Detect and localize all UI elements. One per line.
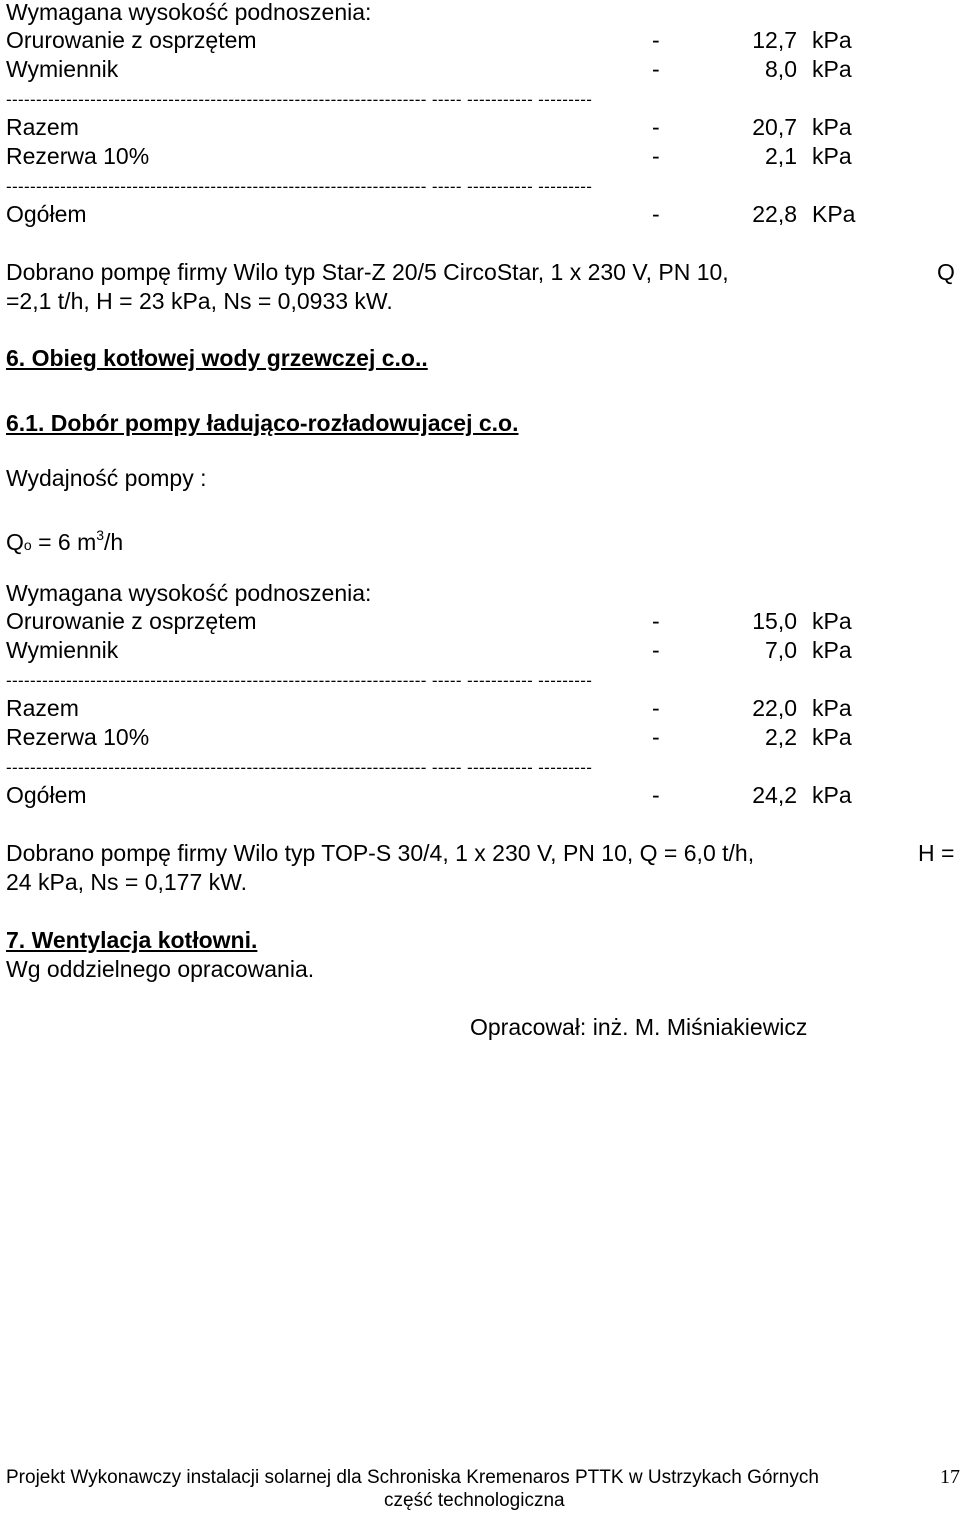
row-unit: kPa	[812, 608, 852, 634]
row-label: Ogółem	[6, 782, 87, 808]
row-dash: -	[652, 724, 660, 750]
pump-selection-text-line2: =2,1 t/h, H = 23 kPa, Ns = 0,0933 kW.	[6, 288, 393, 314]
row-dash: -	[652, 782, 660, 808]
row-label: Razem	[6, 695, 79, 721]
row-unit: kPa	[812, 637, 852, 663]
row-label: Razem	[6, 114, 79, 140]
row-label: Wymiennik	[6, 56, 119, 82]
page-number: 17	[940, 1466, 960, 1488]
row-label: Wymiennik	[6, 637, 119, 663]
row-value: 24,2	[752, 782, 797, 808]
row-value: 8,0	[765, 56, 797, 82]
pump-selection-text-end: Q	[937, 259, 955, 285]
row-unit: kPa	[812, 27, 852, 53]
row-label: Rezerwa 10%	[6, 724, 150, 750]
row-value: 20,7	[752, 114, 797, 140]
row-dash: -	[652, 608, 660, 634]
separator-line: ---------------------------------------------------------------------- ----- ----------- ---------	[6, 177, 593, 196]
row-value: 7,0	[765, 637, 797, 663]
flow-symbol: Q	[6, 529, 24, 555]
row-label: Rezerwa 10%	[6, 143, 150, 169]
footer-subtitle: część technologiczna	[384, 1490, 565, 1511]
separator-line: ---------------------------------------------------------------------- ----- ----------- ---------	[6, 758, 593, 777]
footer-project-title: Projekt Wykonawczy instalacji solarnej dla Schroniska Kremenaros PTTK w Ustrzykach Górnych	[6, 1467, 819, 1488]
row-unit: KPa	[812, 201, 856, 227]
separator-line: ---------------------------------------------------------------------- ----- ----------- ---------	[6, 671, 593, 690]
section2-heading: Wymagana wysokość podnoszenia:	[6, 580, 372, 606]
row-value: 12,7	[752, 27, 797, 53]
row-value: 2,2	[765, 724, 797, 750]
author-signature: Opracował: inż. M. Miśniakiewicz	[470, 1014, 808, 1040]
row-dash: -	[652, 56, 660, 82]
section-heading-7: 7. Wentylacja kotłowni.	[6, 927, 258, 953]
flow-superscript: 3	[96, 527, 105, 543]
row-label: Orurowanie z osprzętem	[6, 608, 257, 634]
row-unit: kPa	[812, 695, 852, 721]
row-dash: -	[652, 143, 660, 169]
row-dash: -	[652, 114, 660, 140]
section1-heading: Wymagana wysokość podnoszenia:	[6, 0, 372, 25]
ventilation-text: Wg oddzielnego opracowania.	[6, 956, 315, 982]
row-unit: kPa	[812, 56, 852, 82]
pump-selection-text-end: H =	[918, 840, 955, 866]
row-dash: -	[652, 201, 660, 227]
pump-selection-text: Dobrano pompę firmy Wilo typ Star-Z 20/5 CircoStar, 1 x 230 V, PN 10,	[6, 259, 729, 285]
row-dash: -	[652, 27, 660, 53]
row-value: 2,1	[765, 143, 797, 169]
row-unit: kPa	[812, 724, 852, 750]
separator-line: ---------------------------------------------------------------------- ----- ----------- ---------	[6, 90, 593, 109]
section-heading-6-1: 6.1. Dobór pompy ładująco-rozładowujacej c.o.	[6, 410, 519, 436]
pump-selection-text: Dobrano pompę firmy Wilo typ TOP-S 30/4, 1 x 230 V, PN 10, Q = 6,0 t/h,	[6, 840, 755, 866]
flow-formula	[6, 521, 123, 559]
row-value: 22,0	[752, 695, 797, 721]
flow-unit: /h	[104, 529, 124, 555]
row-unit: kPa	[812, 782, 852, 808]
row-value: 15,0	[752, 608, 797, 634]
row-unit: kPa	[812, 114, 852, 140]
section-heading-6: 6. Obieg kotłowej wody grzewczej c.o..	[6, 345, 428, 371]
flow-subscript: o	[23, 537, 32, 553]
flow-value: = 6 m	[31, 529, 97, 555]
row-dash: -	[652, 637, 660, 663]
row-label: Ogółem	[6, 201, 87, 227]
row-label: Orurowanie z osprzętem	[6, 27, 257, 53]
pump-selection-text-line2: 24 kPa, Ns = 0,177 kW.	[6, 869, 247, 895]
capacity-label: Wydajność pompy :	[6, 465, 207, 491]
row-value: 22,8	[752, 201, 797, 227]
row-unit: kPa	[812, 143, 852, 169]
row-dash: -	[652, 695, 660, 721]
